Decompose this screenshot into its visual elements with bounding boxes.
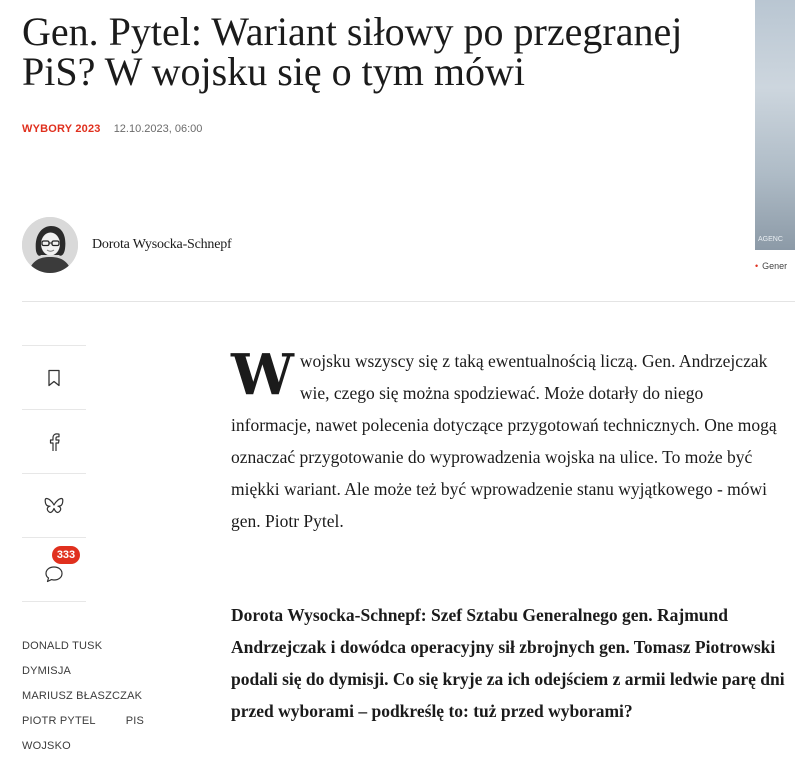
author-box[interactable] (22, 216, 232, 274)
interview-question: Dorota Wysocka-Schnepf: Szef Sztabu Generalnego gen. Rajmund Andrzejczak i dowódca operacyjny sił zbrojnych gen. Tomasz Piotrowski podali się do dymisji. Co się kryje za ich odejściem z armii ledwie parę dni przed wyborami – podkreślę to: tuż przed wyborami? (231, 605, 785, 721)
section-link[interactable]: WYBORY 2023 (22, 123, 101, 135)
bookmark-icon (46, 369, 62, 387)
photo-watermark: AGENC (758, 236, 783, 243)
tag-link[interactable]: WOJSKO (22, 740, 71, 752)
comment-icon (44, 565, 64, 583)
avatar-portrait (22, 217, 78, 273)
facebook-share-button[interactable] (22, 409, 86, 473)
divider (22, 301, 795, 302)
tag-link[interactable]: DONALD TUSK (22, 640, 103, 652)
hero-caption-text: Gener (762, 261, 788, 271)
hero-image (755, 0, 795, 250)
bluesky-icon (44, 497, 64, 515)
hero-caption (755, 261, 787, 271)
article-meta (22, 122, 202, 136)
tag-link[interactable]: DYMISJA (22, 665, 72, 677)
drop-cap: W (231, 342, 294, 408)
article-lead (231, 342, 787, 537)
comments-count-badge: 333 (52, 546, 80, 564)
tag-list (22, 640, 202, 765)
author-name[interactable]: Dorota Wysocka-Schnepf (92, 237, 232, 252)
article-title: Gen. Pytel: Wariant siłowy po przegranej PiS? W wojsku się o tym mówi (22, 9, 683, 94)
comments-button[interactable] (22, 537, 86, 602)
tag-link[interactable]: MARIUSZ BŁASZCZAK (22, 690, 143, 702)
tag-link[interactable]: PIOTR PYTEL (22, 715, 96, 727)
facebook-icon (48, 432, 60, 452)
publish-date: 12.10.2023, 06:00 (113, 123, 203, 135)
author-avatar[interactable] (22, 217, 78, 273)
caption-bullet: • (755, 261, 759, 271)
tag-link[interactable]: PIS (125, 715, 145, 727)
bluesky-share-button[interactable] (22, 473, 86, 537)
lead-text: wojsku wszyscy się z taką ewentualnością liczą. Gen. Andrzejczak wie, czego się można spodziewać. Może dotarły do niego informacje, nawet polecenia dotyczące przygotowań technicznych. One mogą oznaczać przygotowanie do wyprowadzenia wojska na ulice. To może być miękki wariant. Ale może też być wprowadzenie stanu wyjątkowego - mówi gen. Piotr Pytel. (231, 351, 777, 531)
share-bar (22, 345, 86, 602)
bookmark-button[interactable] (22, 345, 86, 409)
